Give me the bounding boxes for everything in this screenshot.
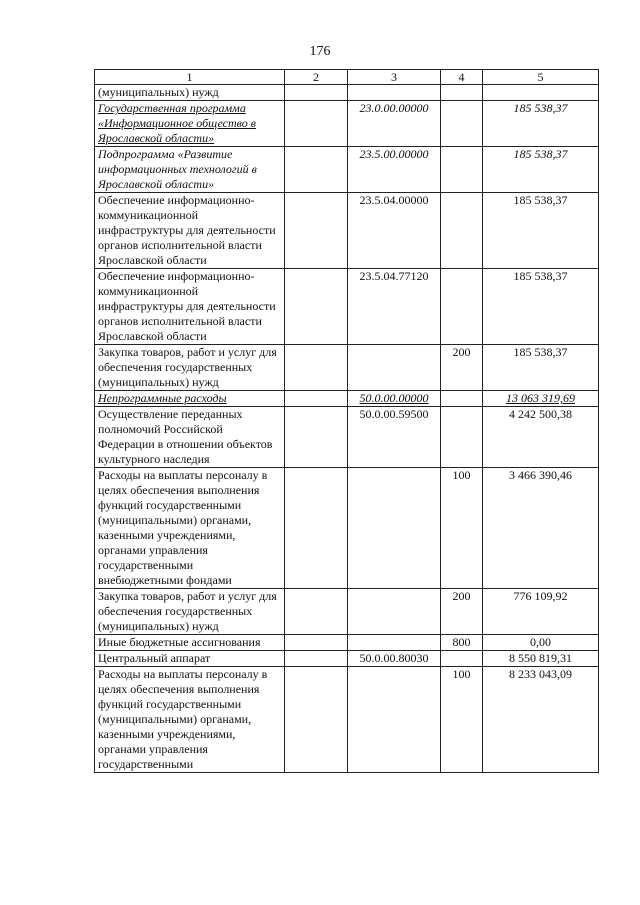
cell-name: Расходы на выплаты персоналу в целях обеспечения выполнения функций государственными (муниципальными) органами, казенными учреждениями, органами управления государственными [95, 667, 285, 773]
cell-vid: 100 [441, 468, 483, 589]
cell-code [348, 635, 441, 651]
header-col-5: 5 [483, 70, 599, 85]
cell-empty [285, 193, 348, 269]
table-row [95, 589, 599, 635]
cell-code [348, 589, 441, 635]
cell-name: (муниципальных) нужд [95, 85, 285, 101]
table-row [95, 391, 599, 407]
cell-name: Обеспечение информационно-коммуникационной инфраструктуры для деятельности органов исполнительной власти Ярославской области [95, 193, 285, 269]
cell-amount: 8 233 043,09 [483, 667, 599, 773]
table-row [95, 345, 599, 391]
table-row [95, 651, 599, 667]
cell-name: Обеспечение информационно-коммуникационной инфраструктуры для деятельности органов исполнительной власти Ярославской области [95, 269, 285, 345]
cell-amount: 3 466 390,46 [483, 468, 599, 589]
cell-name: Осуществление переданных полномочий Российской Федерации в отношении объектов культурного наследия [95, 407, 285, 468]
cell-name: Закупка товаров, работ и услуг для обеспечения государственных (муниципальных) нужд [95, 345, 285, 391]
cell-name: Подпрограмма «Развитие информационных технологий в Ярославской области» [95, 147, 285, 193]
cell-name: Центральный аппарат [95, 651, 285, 667]
cell-code: 23.0.00.00000 [348, 101, 441, 147]
cell-amount: 185 538,37 [483, 345, 599, 391]
table-row [95, 468, 599, 589]
cell-empty [285, 651, 348, 667]
table-header-row [95, 70, 599, 85]
table-body [95, 85, 599, 773]
cell-amount: 4 242 500,38 [483, 407, 599, 468]
cell-vid [441, 391, 483, 407]
cell-name: Иные бюджетные ассигнования [95, 635, 285, 651]
cell-code [348, 85, 441, 101]
cell-vid: 200 [441, 589, 483, 635]
table-row [95, 193, 599, 269]
cell-amount [483, 85, 599, 101]
cell-empty [285, 468, 348, 589]
cell-amount: 185 538,37 [483, 193, 599, 269]
page-number: 176 [309, 44, 331, 59]
table-row [95, 407, 599, 468]
cell-code: 23.5.00.00000 [348, 147, 441, 193]
cell-empty [285, 589, 348, 635]
cell-amount: 185 538,37 [483, 147, 599, 193]
header-col-4: 4 [441, 70, 483, 85]
table-row [95, 101, 599, 147]
cell-amount: 0,00 [483, 635, 599, 651]
cell-code [348, 345, 441, 391]
cell-vid [441, 193, 483, 269]
cell-amount: 13 063 319,69 [483, 391, 599, 407]
cell-empty [285, 407, 348, 468]
cell-empty [285, 85, 348, 101]
cell-code: 50.0.00.59500 [348, 407, 441, 468]
cell-vid: 100 [441, 667, 483, 773]
table-row [95, 667, 599, 773]
cell-empty [285, 635, 348, 651]
cell-name: Непрограммные расходы [95, 391, 285, 407]
cell-amount: 8 550 819,31 [483, 651, 599, 667]
cell-amount: 185 538,37 [483, 101, 599, 147]
cell-code [348, 468, 441, 589]
cell-code: 50.0.00.00000 [348, 391, 441, 407]
cell-empty [285, 391, 348, 407]
table-row [95, 147, 599, 193]
cell-code: 23.5.04.77120 [348, 269, 441, 345]
header-col-2: 2 [285, 70, 348, 85]
cell-name: Закупка товаров, работ и услуг для обеспечения государственных (муниципальных) нужд [95, 589, 285, 635]
cell-vid [441, 651, 483, 667]
cell-code [348, 667, 441, 773]
cell-code: 23.5.04.00000 [348, 193, 441, 269]
table-row [95, 85, 599, 101]
cell-empty [285, 147, 348, 193]
cell-name: Государственная программа «Информационное общество в Ярославской области» [95, 101, 285, 147]
cell-vid [441, 85, 483, 101]
table-row [95, 269, 599, 345]
cell-empty [285, 667, 348, 773]
cell-empty [285, 269, 348, 345]
header-col-1: 1 [95, 70, 285, 85]
cell-name: Расходы на выплаты персоналу в целях обеспечения выполнения функций государственными (муниципальными) органами, казенными учреждениями, органами управления государственными внебюджетными фондами [95, 468, 285, 589]
cell-empty [285, 345, 348, 391]
cell-amount: 776 109,92 [483, 589, 599, 635]
cell-code: 50.0.00.80030 [348, 651, 441, 667]
cell-vid [441, 269, 483, 345]
header-col-3: 3 [348, 70, 441, 85]
cell-vid: 800 [441, 635, 483, 651]
cell-vid [441, 407, 483, 468]
budget-table [94, 69, 599, 773]
table-row [95, 635, 599, 651]
cell-empty [285, 101, 348, 147]
cell-vid [441, 101, 483, 147]
cell-vid [441, 147, 483, 193]
cell-vid: 200 [441, 345, 483, 391]
cell-amount: 185 538,37 [483, 269, 599, 345]
